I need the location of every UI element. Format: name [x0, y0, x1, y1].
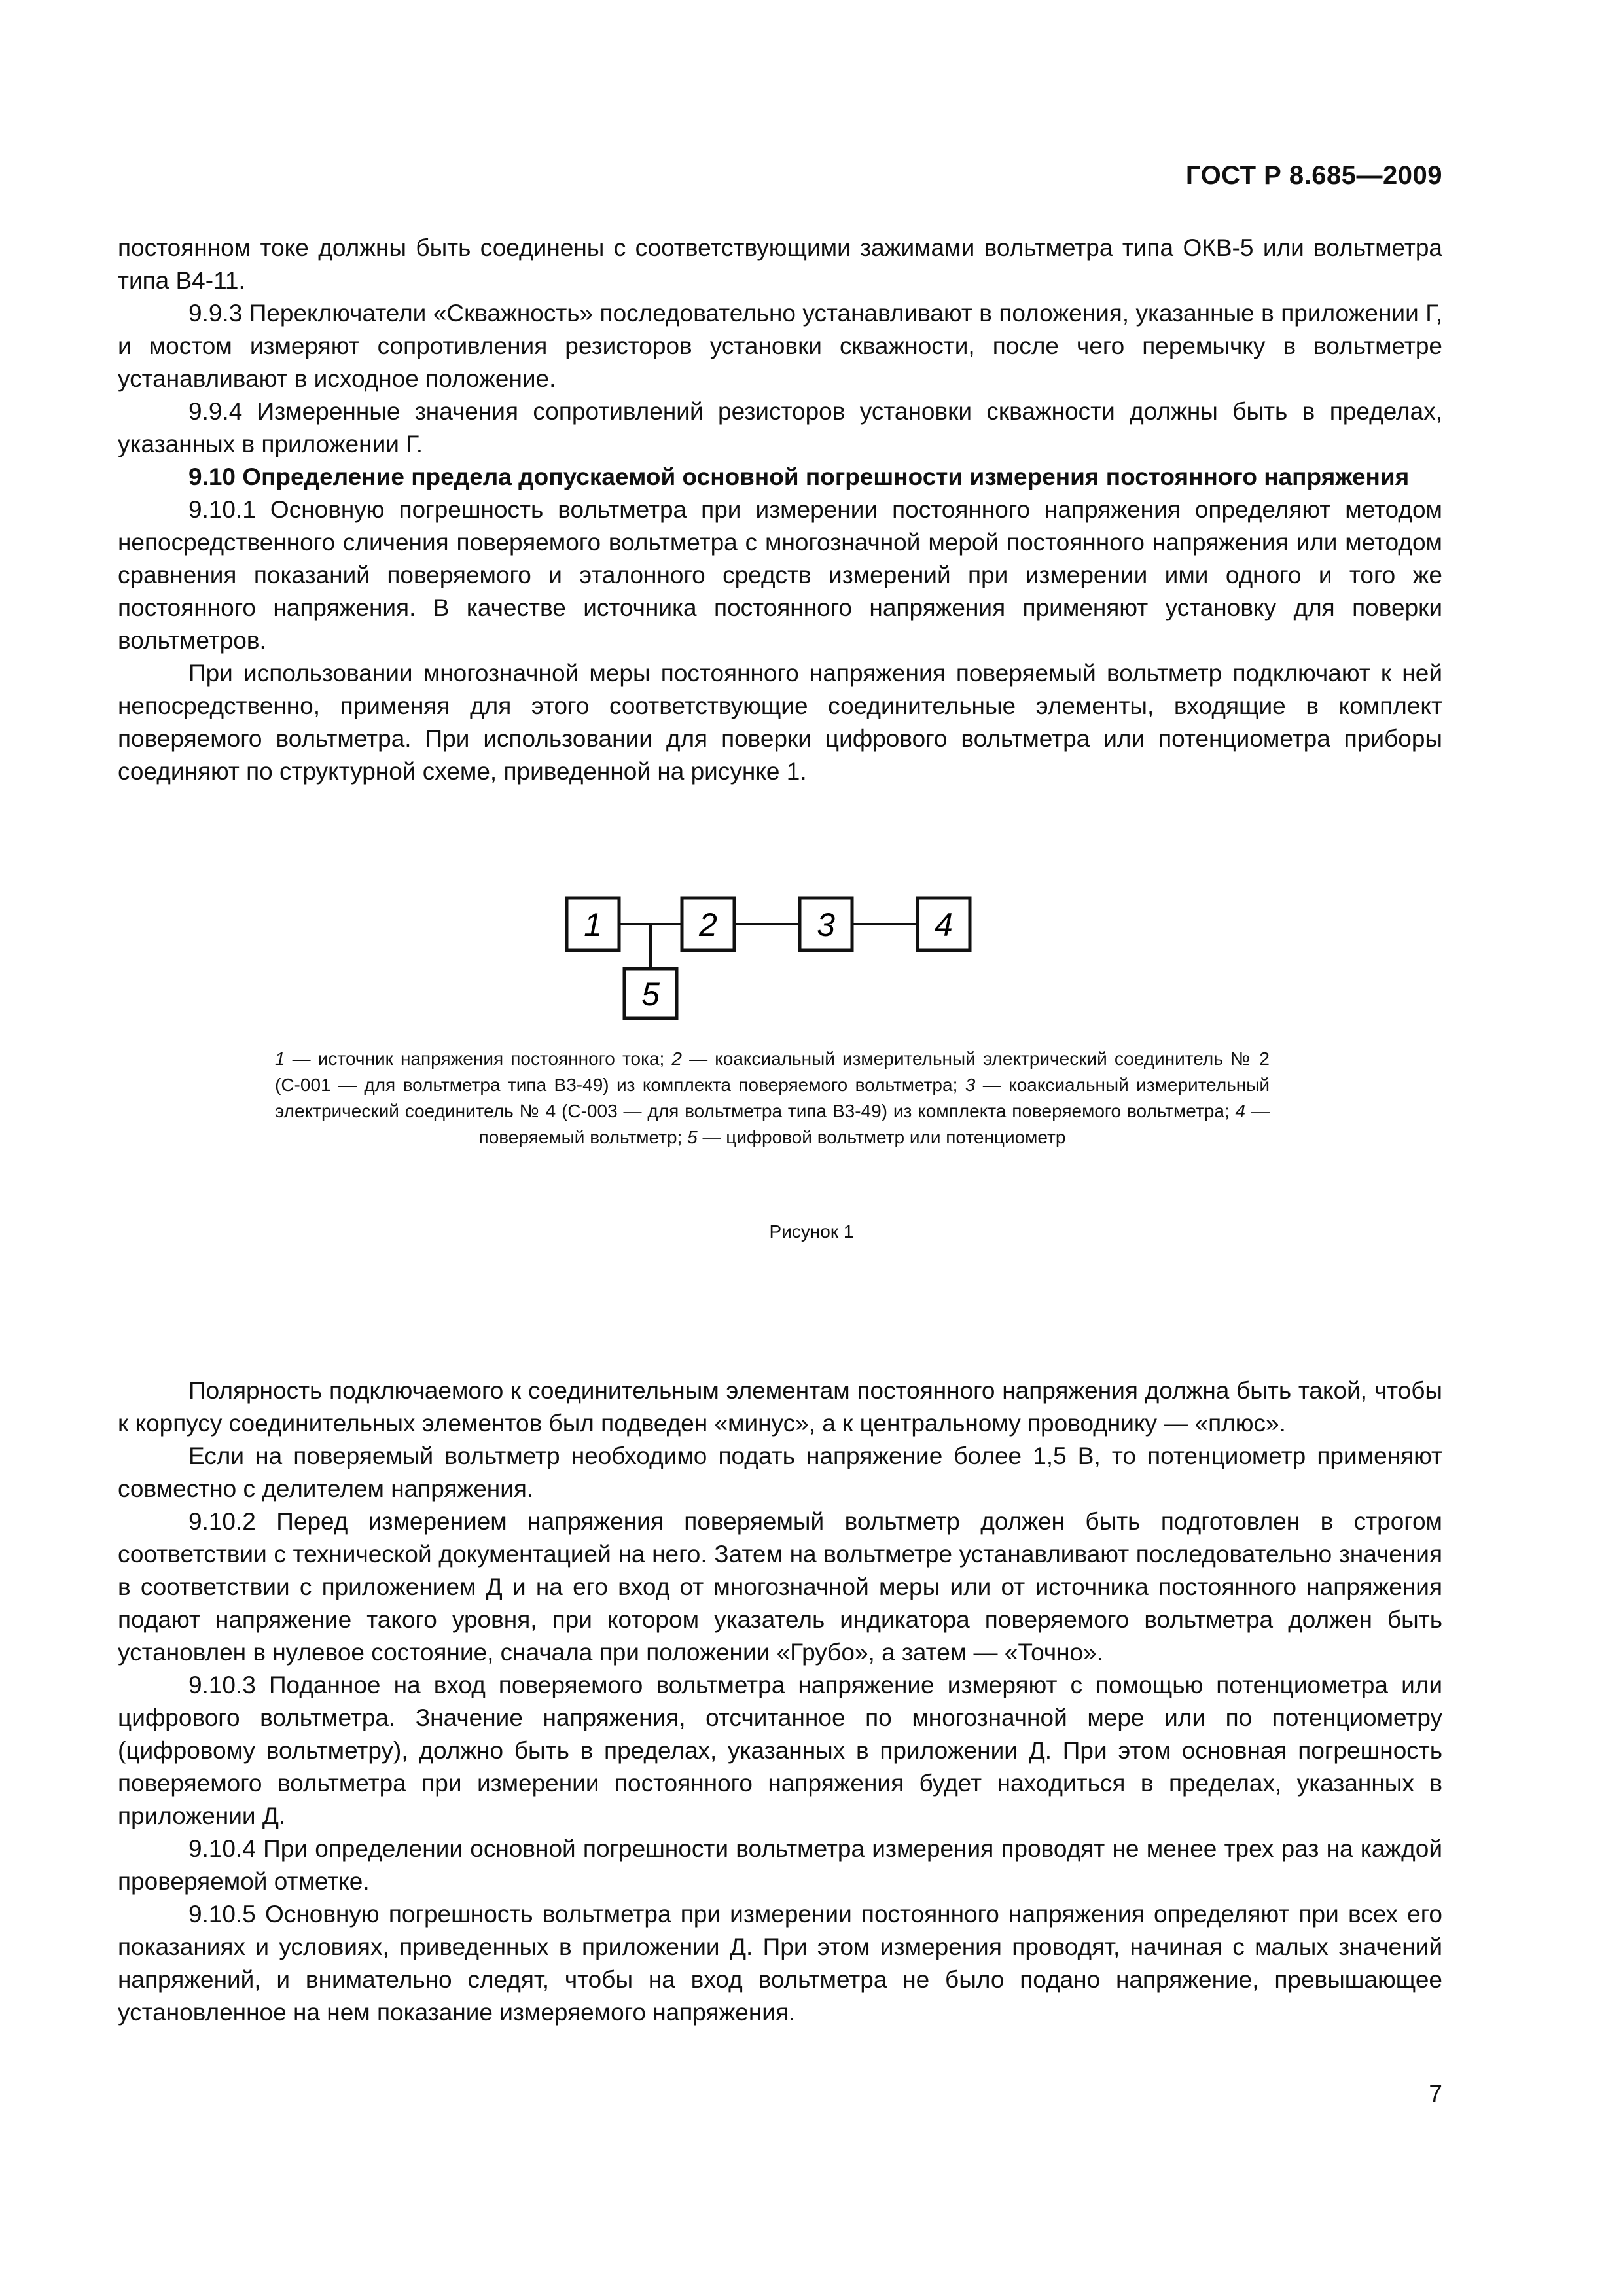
top-text-block	[118, 232, 1442, 788]
paragraph-9-10-3: 9.10.3 Поданное на вход поверяемого вольтметра напряжение измеряют с помощью потенциометра или цифрового вольтметра. Значение напряжения, отсчитанное по многозначной мере или по потенциометру (цифровому вольтметру), должно быть в пределах, указанных в приложении Д. При этом основная погрешность поверяемого вольтметра при измерении постоянного напряжения будет находиться в пределах, указанных в приложении Д.	[118, 1672, 1442, 1829]
svg-text:5: 5	[641, 976, 660, 1013]
figure-title: Рисунок 1	[769, 1221, 854, 1242]
paragraph-9-10-5: 9.10.5 Основную погрешность вольтметра при измерении постоянного напряжения определяют при всех его показаниях и условиях, приведенных в приложении Д. При этом измерения проводят, начиная с малых значений напряжений, и внимательно следят, чтобы на вход вольтметра не было подано напряжение, превышающее установленное на нем показание измеряемого напряжения.	[118, 1901, 1442, 2026]
svg-text:2: 2	[699, 906, 717, 943]
legend-text-1: — источник напряжения постоянного тока;	[285, 1049, 672, 1069]
diagram-box-1	[567, 898, 619, 950]
legend-num-4: 4	[1235, 1101, 1246, 1121]
legend-text-3: — коаксиальный измерительный электрический соединитель № 4 (С-003 — для вольтметра типа В3-49) из комплекта поверяемого вольтметра;	[275, 1075, 1270, 1121]
legend-num-5: 5	[687, 1127, 698, 1147]
page-number: 7	[1429, 2080, 1442, 2107]
paragraph-9-10-1: 9.10.1 Основную погрешность вольтметра при измерении постоянного напряжения определяют методом непосредственного сличения поверяемого вольтметра с многозначной мерой постоянного напряжения или методом сравнения показаний поверяемого и эталонного средств измерений при измерении ими одного и того же постоянного напряжения. В качестве источника постоянного напряжения применяют установку для поверки вольтметров.	[118, 496, 1442, 654]
paragraph-9-9-3: 9.9.3 Переключатели «Скважность» последовательно устанавливают в положения, указанные в приложении Г, и мостом измеряют сопротивления резисторов установки скважности, после чего перемычку в вольтметре устанавливают в исходное положение.	[118, 300, 1442, 392]
figure-1-diagram	[563, 890, 982, 1021]
diagram-box-5	[624, 969, 677, 1018]
diagram-box-3	[800, 898, 852, 950]
figure-legend	[275, 1046, 1270, 1151]
paragraph-polarity: Полярность подключаемого к соединительным элементам постоянного напряжения должна быть такой, чтобы к корпусу соединительных элементов был подведен «минус», а к центральному проводнику — «плюс».	[118, 1377, 1442, 1437]
paragraph-9-9-4: 9.9.4 Измеренные значения сопротивлений резисторов установки скважности должны быть в пределах, указанных в приложении Г.	[118, 398, 1442, 457]
paragraph-9-10-4: 9.10.4 При определении основной погрешности вольтметра измерения проводят не менее трех раз на каждой проверяемой отметке.	[118, 1835, 1442, 1895]
bottom-text-block	[118, 1374, 1442, 2029]
svg-text:1: 1	[584, 906, 602, 943]
paragraph-voltage-divider: Если на поверяемый вольтметр необходимо подать напряжение более 1,5 В, то потенциометр применяют совместно с делителем напряжения.	[118, 1443, 1442, 1502]
diagram-box-4	[918, 898, 970, 950]
legend-num-3: 3	[965, 1075, 976, 1095]
legend-num-2: 2	[671, 1049, 682, 1069]
paragraph-continuation: постоянном токе должны быть соединены с соответствующими зажимами вольтметра типа ОКВ-5 или вольтметра типа В4-11.	[118, 234, 1442, 294]
paragraph-9-10-2: 9.10.2 Перед измерением напряжения поверяемый вольтметр должен быть подготовлен в строгом соответствии с технической документацией на него. Затем на вольтметре устанавливают последовательно значения в соответствии с приложением Д и на его вход от многозначной меры или от источника постоянного напряжения подают напряжение такого уровня, при котором указатель индикатора поверяемого вольтметра должен быть установлен в нулевое состояние, сначала при положении «Грубо», а затем — «Точно».	[118, 1508, 1442, 1666]
svg-text:4: 4	[935, 906, 953, 943]
section-heading-9-10: 9.10 Определение предела допускаемой основной погрешности измерения постоянного напряжения	[188, 463, 1410, 490]
legend-text-5: — цифровой вольтметр или потенциометр	[697, 1127, 1066, 1147]
legend-text-2: — коаксиальный измерительный электрический соединитель № 2 (С-001 — для вольтметра типа В3-49) из комплекта поверяемого вольтметра;	[275, 1049, 1270, 1095]
legend-text-4: — поверяемый вольтметр;	[478, 1101, 1270, 1147]
legend-num-1: 1	[275, 1049, 285, 1069]
block-diagram	[563, 890, 982, 1021]
document-header: ГОСТ Р 8.685—2009	[1185, 161, 1442, 190]
paragraph-measure-connection: При использовании многозначной меры постоянного напряжения поверяемый вольтметр подключают к ней непосредственно, применяя для этого соответствующие соединительные элементы, входящие в комплект поверяемого вольтметра. При использовании для поверки цифрового вольтметра или потенциометра приборы соединяют по структурной схеме, приведенной на рисунке 1.	[118, 660, 1442, 785]
diagram-box-2	[682, 898, 734, 950]
svg-text:3: 3	[817, 906, 835, 943]
